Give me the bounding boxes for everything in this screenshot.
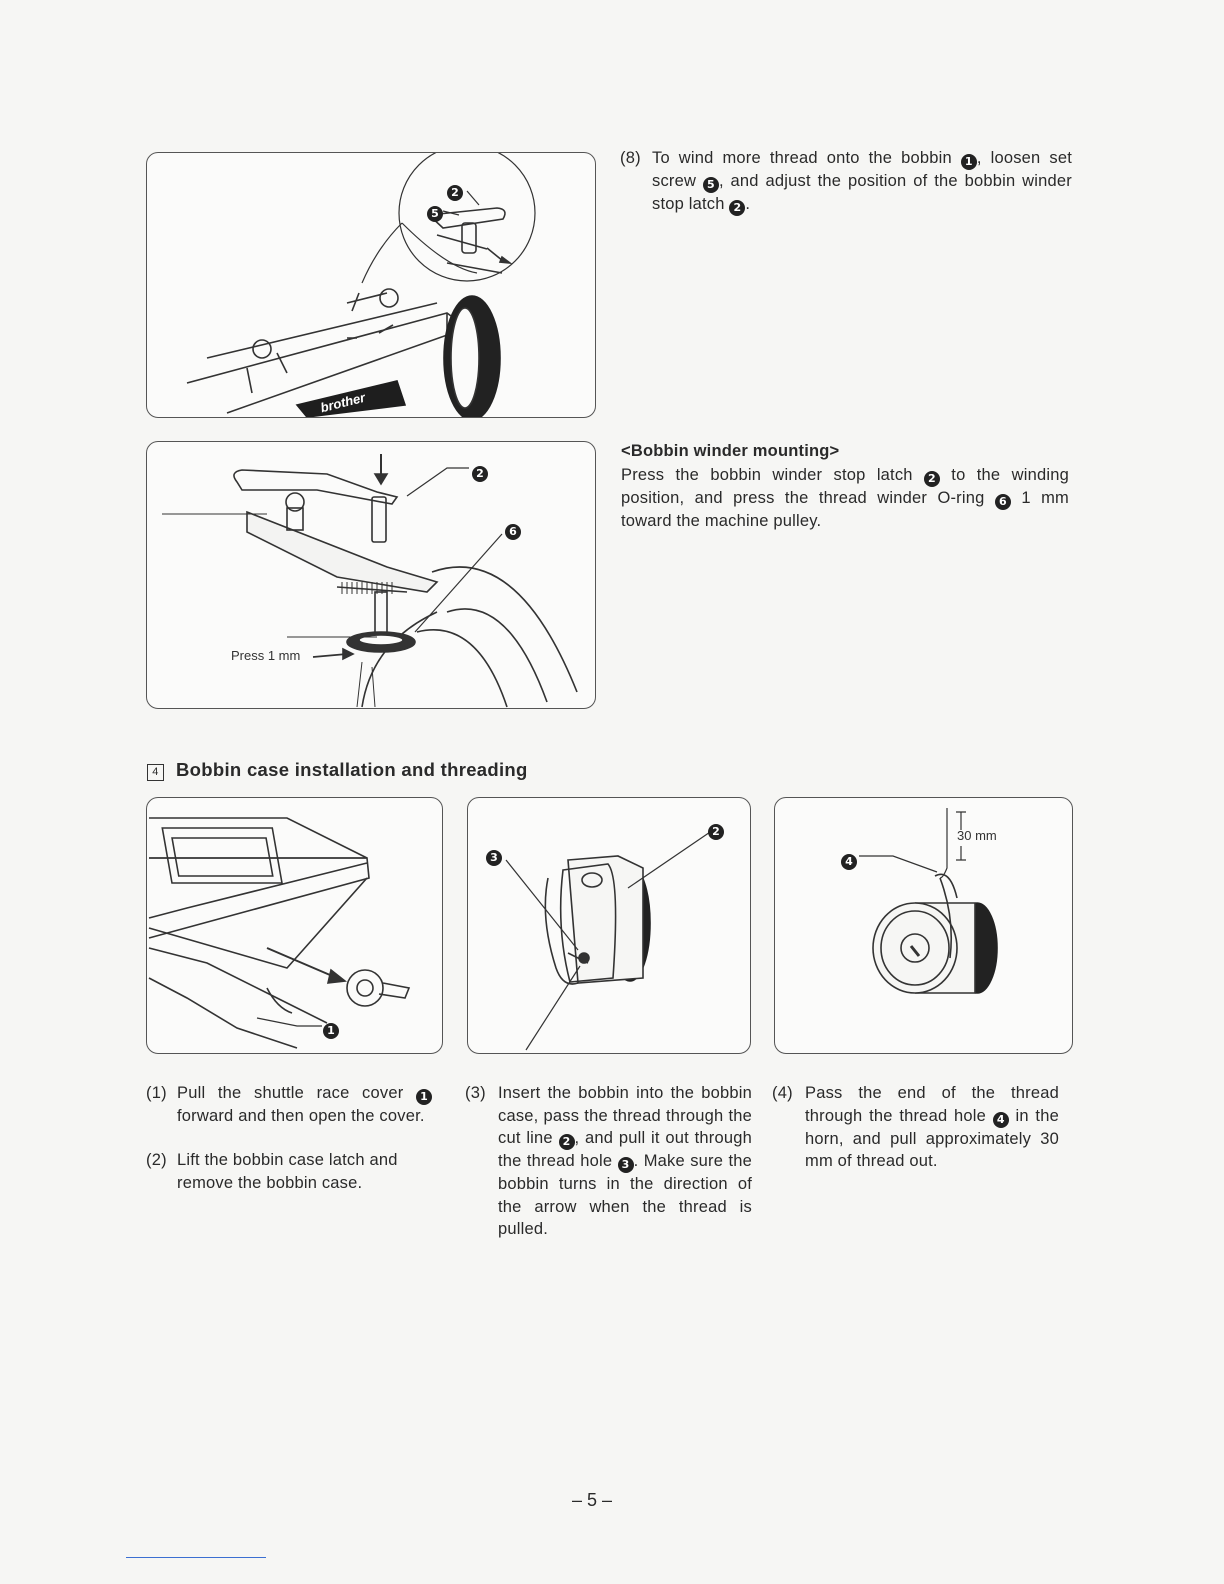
callout-cut-line: 2 <box>708 824 724 840</box>
callout-thread-hole: 3 <box>486 850 502 866</box>
page-number: – 5 – <box>572 1490 613 1510</box>
badge-cover: 1 <box>416 1089 432 1105</box>
badge-cut-line: 2 <box>559 1134 575 1150</box>
section-number: 4 <box>147 764 164 781</box>
mounting-instructions <box>621 464 1069 533</box>
instruction-text: 1 mm toward the machine pulley. <box>621 489 1069 530</box>
callout-cover: 1 <box>323 1023 339 1039</box>
figure-bobbin-winder-arm <box>146 152 596 418</box>
footer-rule <box>126 1557 266 1558</box>
shuttle-race-illustration <box>147 798 442 1053</box>
step-text: forward and then open the cover. <box>177 1107 425 1125</box>
step-2 <box>146 1149 432 1194</box>
instruction-number: (8) <box>620 149 641 167</box>
winder-mounting-illustration <box>147 442 595 708</box>
figure-bobbin-case <box>467 797 751 1054</box>
brand-label: brother <box>318 389 367 416</box>
press-label: Press 1 mm <box>231 648 301 663</box>
dimension-label: 30 mm <box>957 828 997 843</box>
section-title-text: Bobbin case installation and threading <box>176 759 528 780</box>
step-text: . Make sure the bobbin turns in the direction of the arrow when the thread is pulled. <box>498 1152 752 1238</box>
badge-thread-hole: 3 <box>618 1157 634 1173</box>
step-number: (2) <box>146 1151 167 1169</box>
step-number: (3) <box>465 1084 486 1102</box>
instruction-text: To wind more thread onto the bobbin <box>652 149 952 167</box>
step-number: (1) <box>146 1084 167 1102</box>
instruction-8 <box>620 147 1072 216</box>
badge-bobbin: 1 <box>961 154 977 170</box>
callout-latch: 2 <box>447 185 463 201</box>
step-1 <box>146 1082 432 1128</box>
step-text: in the horn, and pull approximately 30 mm of thread out. <box>805 1106 1059 1170</box>
figure-thread-horn <box>774 797 1073 1054</box>
step-3 <box>465 1082 752 1241</box>
bobbin-winder-arm-illustration <box>147 153 595 417</box>
step-text: Insert the bobbin into the bobbin case, pass the thread through the cut line <box>498 1084 752 1147</box>
instruction-text: . <box>745 195 751 213</box>
mounting-heading: <Bobbin winder mounting> <box>621 442 840 460</box>
step-text: Pass the end of the thread through the thread hole <box>805 1084 1059 1125</box>
step-text: Lift the bobbin case latch and remove the bobbin case. <box>177 1151 398 1192</box>
badge-thread-hole: 4 <box>993 1112 1009 1128</box>
step-number: (4) <box>772 1084 793 1102</box>
callout-set-screw: 5 <box>427 206 443 222</box>
instruction-text: to the winding position, and press the thread winder O-ring <box>621 466 1069 507</box>
badge-set-screw: 5 <box>703 177 719 193</box>
badge-latch: 2 <box>729 200 745 216</box>
badge-latch: 2 <box>924 471 940 487</box>
step-text: Pull the shuttle race cover <box>177 1084 404 1102</box>
figure-winder-mounting <box>146 441 596 709</box>
step-4 <box>772 1082 1059 1173</box>
instruction-text: Press the bobbin winder stop latch <box>621 466 913 484</box>
instruction-text: , and adjust the position of the bobbin winder stop latch <box>652 172 1072 213</box>
figure-shuttle-race-cover <box>146 797 443 1054</box>
badge-o-ring: 6 <box>995 494 1011 510</box>
step-text: , and pull it out through the thread hole <box>498 1129 752 1170</box>
thread-horn-illustration <box>775 798 1072 1053</box>
callout-o-ring: 6 <box>505 524 521 540</box>
callout-latch: 2 <box>472 466 488 482</box>
section-title <box>147 759 528 781</box>
instruction-text: , loosen set screw <box>652 149 1072 190</box>
callout-thread-hole: 4 <box>841 854 857 870</box>
